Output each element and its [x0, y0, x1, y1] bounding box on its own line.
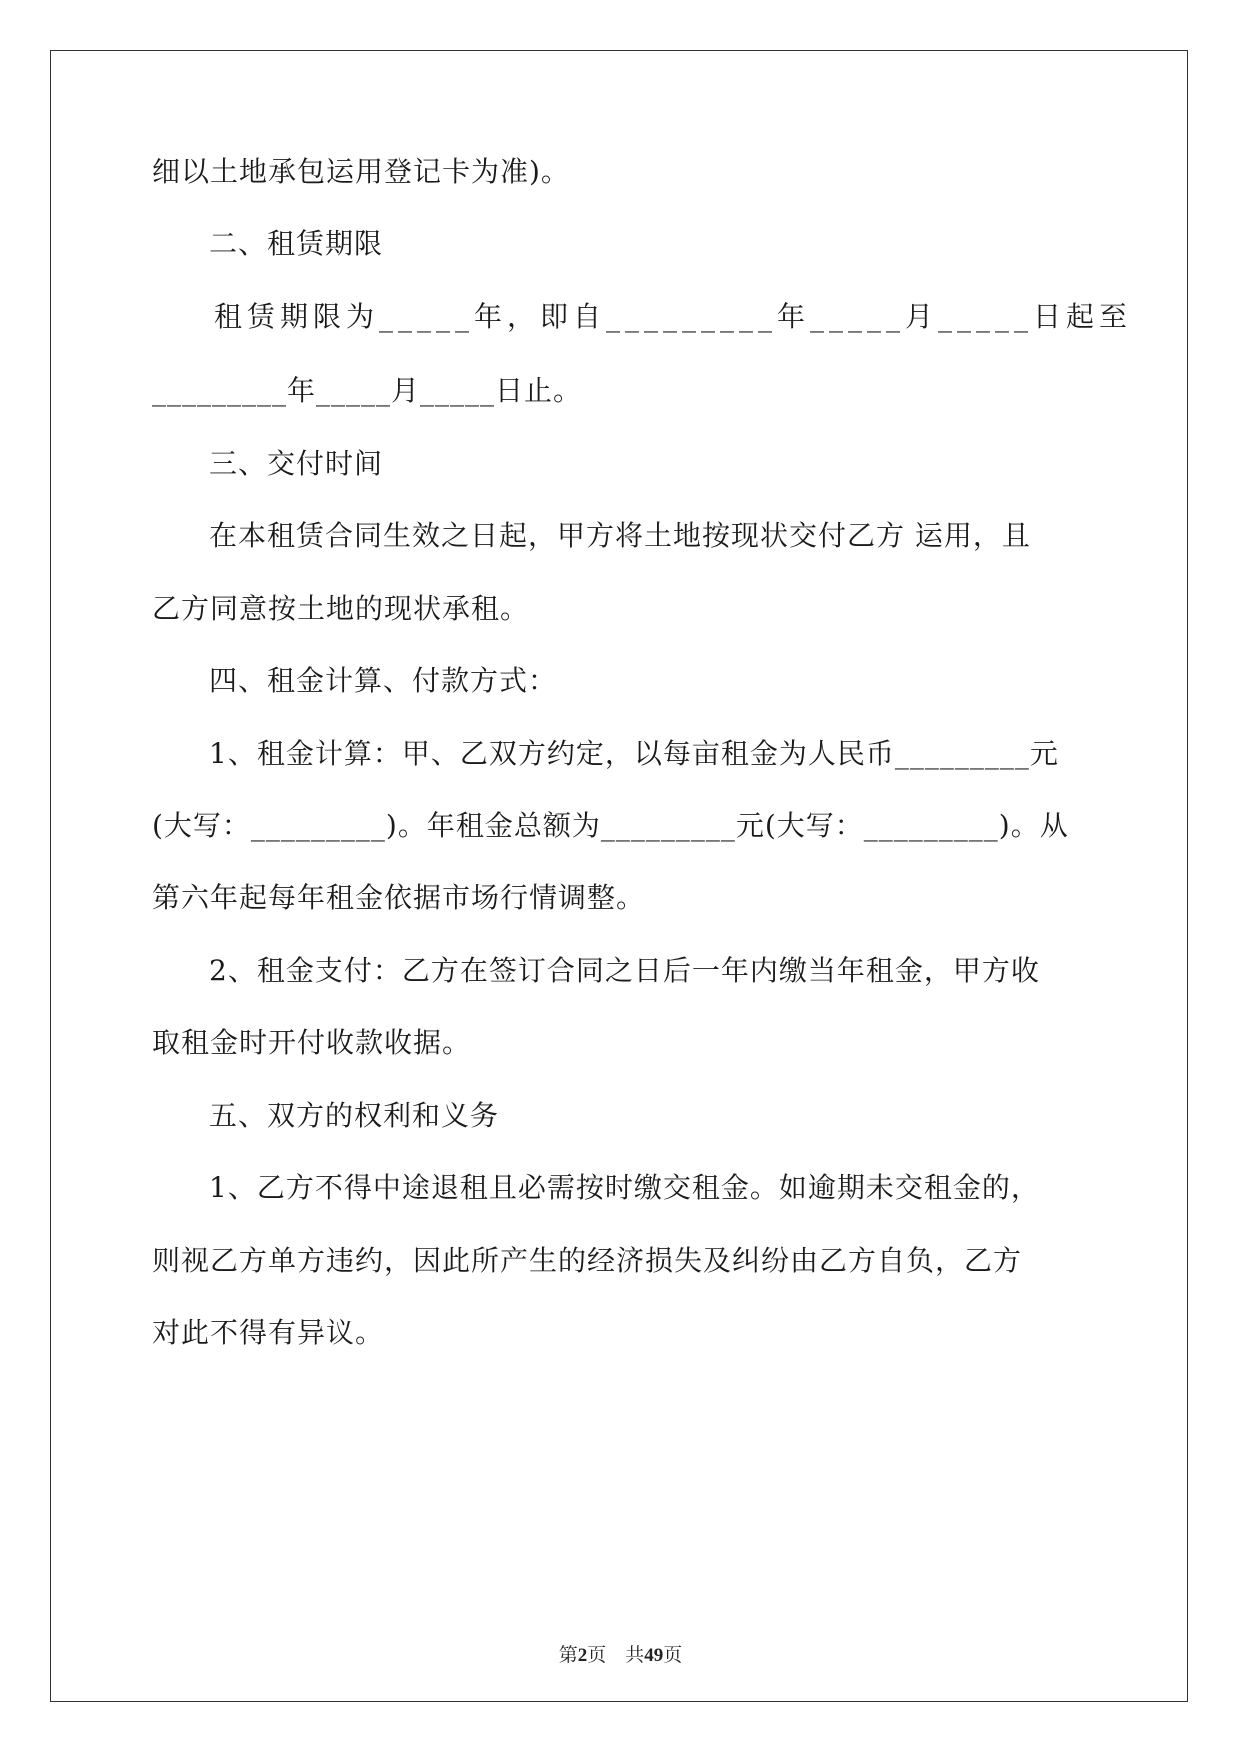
footer-total-prefix: 共 — [625, 1645, 645, 1666]
footer-page-suffix: 页 — [587, 1645, 607, 1666]
paragraph-line: 对此不得有异议。 — [152, 1316, 385, 1349]
section-heading: 二、租赁期限 — [209, 227, 384, 260]
paragraph-line: _________年_____月_____日止。 — [152, 374, 583, 407]
section-heading: 五、双方的权利和义务 — [209, 1099, 500, 1132]
paragraph-line: 乙方同意按土地的现状承租。 — [152, 592, 530, 625]
paragraph-line: (大写：_________)。年租金总额为_________元(大写：_________)。从 — [152, 809, 1069, 842]
paragraph-line: 取租金时开付收款收据。 — [152, 1026, 472, 1059]
paragraph-line: 在本租赁合同生效之日起，甲方将土地按现状交付乙方 运用，且 — [209, 519, 1031, 552]
footer-total-suffix: 页 — [663, 1645, 683, 1666]
paragraph-line: 则视乙方单方违约，因此所产生的经济损失及纠纷由乙方自负，乙方 — [152, 1244, 1023, 1277]
total-page-count: 49 — [644, 1645, 664, 1666]
paragraph-line: 细以土地承包运用登记卡为准)。 — [152, 155, 570, 188]
footer-prefix: 第 — [558, 1645, 578, 1666]
paragraph-line: 1、乙方不得中途退租且必需按时缴交租金。如逾期未交租金的， — [209, 1171, 1040, 1204]
paragraph-line: 第六年起每年租金依据市场行情调整。 — [152, 881, 646, 914]
page-footer — [0, 1644, 1241, 1668]
section-heading: 三、交付时间 — [209, 447, 384, 480]
paragraph-line: 1、租金计算：甲、乙双方约定，以每亩租金为人民币_________元 — [209, 737, 1059, 770]
paragraph-line: 2、租金支付：乙方在签订合同之日后一年内缴当年租金，甲方收 — [209, 954, 1040, 987]
current-page-number: 2 — [577, 1645, 588, 1666]
section-heading: 四、租金计算、付款方式： — [209, 664, 558, 697]
paragraph-line: 租赁期限为_____年，即自_________年_____月_____日起至 — [214, 300, 1133, 333]
